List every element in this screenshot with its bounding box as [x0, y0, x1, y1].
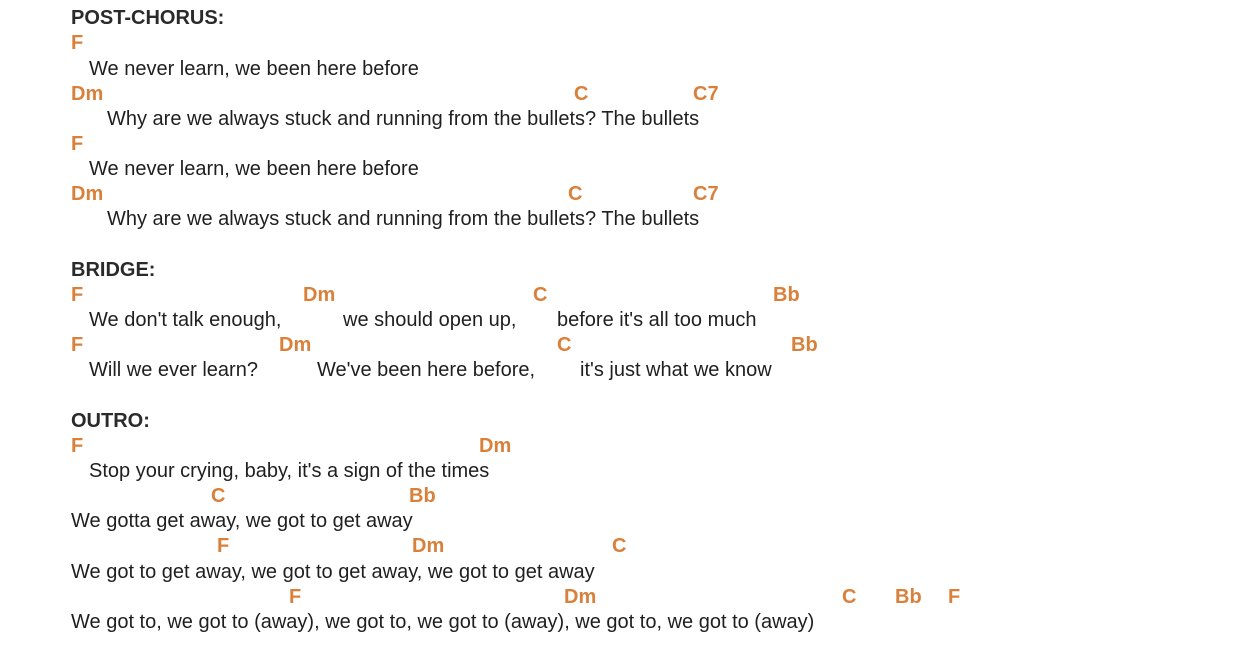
lyric-text: before it's all too much [557, 309, 757, 331]
chord-line [0, 182, 1233, 207]
lyric-line [0, 308, 1233, 333]
lyric-text: We gotta get away, we got to get away [71, 510, 413, 532]
lyric-line [0, 207, 1233, 232]
chord: C [211, 485, 226, 507]
chord: F [948, 586, 961, 608]
chord: C7 [693, 83, 719, 105]
lyric-text: We never learn, we been here before [89, 158, 419, 180]
chord: Dm [564, 586, 597, 608]
lyric-line [0, 358, 1233, 383]
lyric-text: Why are we always stuck and running from the bullets? The bullets [107, 108, 700, 130]
chord: Bb [773, 284, 800, 306]
chord: Dm [279, 334, 312, 356]
chord: F [217, 535, 230, 557]
lyric-line [0, 107, 1233, 132]
lyric-text: it's just what we know [580, 359, 772, 381]
chord: C [612, 535, 627, 557]
chord: Dm [303, 284, 336, 306]
chord: Bb [895, 586, 922, 608]
lyric-line [0, 509, 1233, 534]
chord: Bb [791, 334, 818, 356]
chord: F [71, 435, 84, 457]
chord-line [0, 333, 1233, 358]
chord: F [289, 586, 302, 608]
chord: Dm [71, 83, 104, 105]
chord-line [0, 82, 1233, 107]
lyric-text: We never learn, we been here before [89, 58, 419, 80]
lyric-text: We got to get away, we got to get away, we got to get away [71, 561, 595, 583]
chord: Bb [409, 485, 436, 507]
lyric-text: Will we ever learn? [89, 359, 258, 381]
bridge-heading-line [0, 258, 1233, 283]
lyric-text: We don't talk enough, [89, 309, 282, 331]
chord-line [0, 283, 1233, 308]
lyric-text: Stop your crying, baby, it's a sign of the times [89, 460, 490, 482]
chord-line [0, 132, 1233, 157]
lyric-text: We've been here before, [317, 359, 536, 381]
chord: Dm [479, 435, 512, 457]
lyric-text: Why are we always stuck and running from the bullets? The bullets [107, 208, 700, 230]
chord: C7 [693, 183, 719, 205]
lyric-text: we should open up, [343, 309, 517, 331]
chord: Dm [71, 183, 104, 205]
outro-heading-line [0, 409, 1233, 434]
lyric-line [0, 157, 1233, 182]
lyric-line [0, 459, 1233, 484]
chord: F [71, 334, 84, 356]
section-heading-post-chorus: POST-CHORUS: [71, 7, 225, 29]
section-heading-bridge: BRIDGE: [71, 259, 156, 281]
chord: C [842, 586, 857, 608]
chord: C [533, 284, 548, 306]
lyric-line [0, 610, 1233, 635]
chord-line [0, 585, 1233, 610]
chord: F [71, 284, 84, 306]
chord: F [71, 32, 84, 54]
chord: F [71, 133, 84, 155]
chord: Dm [412, 535, 445, 557]
chord-line [0, 434, 1233, 459]
section-heading-outro: OUTRO: [71, 410, 150, 432]
lyric-line [0, 560, 1233, 585]
lyric-text: We got to, we got to (away), we got to, we got to (away), we got to, we got to (away) [71, 611, 815, 633]
post-chorus-heading-line [0, 6, 1233, 31]
chord: C [557, 334, 572, 356]
lyric-line [0, 57, 1233, 82]
chord: C [574, 83, 589, 105]
chord-line [0, 484, 1233, 509]
chord-line [0, 31, 1233, 56]
chord: C [568, 183, 583, 205]
chord-line [0, 534, 1233, 559]
